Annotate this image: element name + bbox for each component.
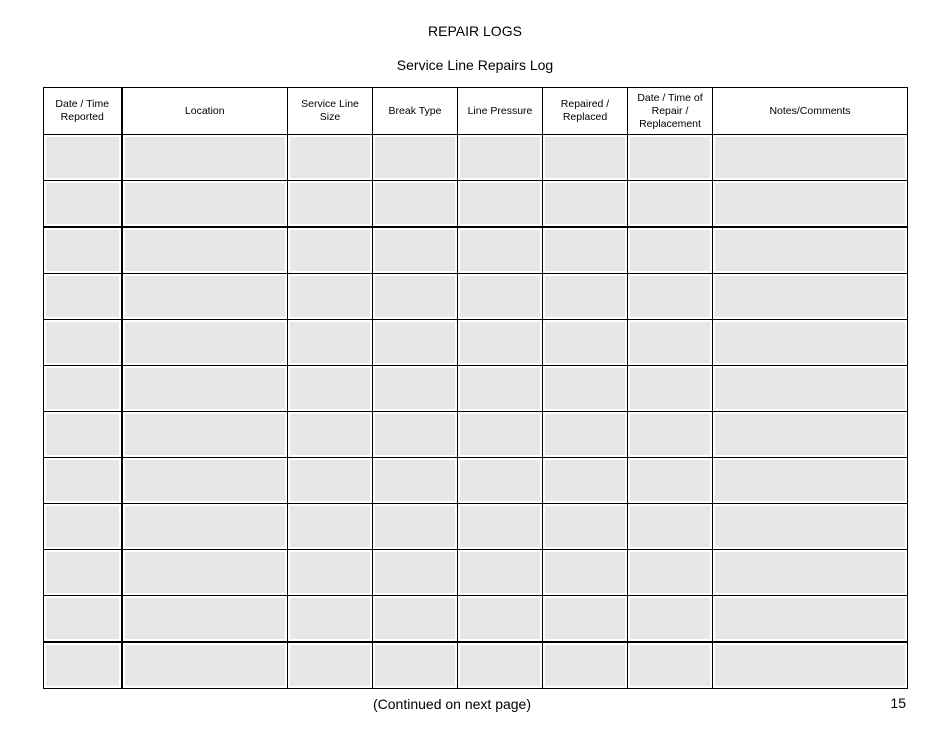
table-cell-break-type xyxy=(373,227,458,274)
table-cell-service-line-size xyxy=(288,366,373,412)
table-cell-date-time-of-repair xyxy=(628,412,713,458)
form-field-break-type[interactable] xyxy=(375,460,455,501)
form-field-notes-comments[interactable] xyxy=(715,322,905,363)
form-field-break-type[interactable] xyxy=(375,552,455,593)
form-field-break-type[interactable] xyxy=(375,414,455,455)
table-cell-repaired-replaced xyxy=(543,227,628,274)
form-field-date-time-of-repair[interactable] xyxy=(630,137,710,178)
form-field-service-line-size[interactable] xyxy=(290,183,370,224)
table-row xyxy=(44,366,908,412)
form-field-date-time-of-repair[interactable] xyxy=(630,368,710,409)
table-cell-repaired-replaced xyxy=(543,412,628,458)
table-cell-location xyxy=(122,274,288,320)
form-field-break-type[interactable] xyxy=(375,230,455,271)
table-cell-service-line-size xyxy=(288,320,373,366)
table-cell-line-pressure xyxy=(458,412,543,458)
column-header-repaired-replaced: Repaired / Replaced xyxy=(543,88,628,135)
table-cell-repaired-replaced xyxy=(543,504,628,550)
form-field-notes-comments[interactable] xyxy=(715,460,905,501)
column-header-break-type: Break Type xyxy=(373,88,458,135)
form-field-location[interactable] xyxy=(125,414,286,455)
column-header-location: Location xyxy=(122,88,288,135)
form-field-break-type[interactable] xyxy=(375,183,455,224)
form-field-break-type[interactable] xyxy=(375,137,455,178)
form-field-repaired-replaced[interactable] xyxy=(545,552,625,593)
table-cell-service-line-size xyxy=(288,274,373,320)
form-field-date-time-of-repair[interactable] xyxy=(630,322,710,363)
form-field-service-line-size[interactable] xyxy=(290,414,370,455)
form-field-location[interactable] xyxy=(125,598,286,639)
table-cell-date-time-reported xyxy=(44,550,122,596)
table-cell-notes-comments xyxy=(713,227,908,274)
form-field-notes-comments[interactable] xyxy=(715,276,905,317)
table-cell-service-line-size xyxy=(288,458,373,504)
table-cell-line-pressure xyxy=(458,596,543,643)
table-cell-date-time-of-repair xyxy=(628,366,713,412)
table-cell-service-line-size xyxy=(288,642,373,689)
table-cell-repaired-replaced xyxy=(543,366,628,412)
form-field-notes-comments[interactable] xyxy=(715,598,905,639)
form-field-notes-comments[interactable] xyxy=(715,183,905,224)
form-field-line-pressure[interactable] xyxy=(460,322,540,363)
column-header-line-pressure: Line Pressure xyxy=(458,88,543,135)
table-cell-location xyxy=(122,550,288,596)
form-field-date-time-reported[interactable] xyxy=(46,506,119,547)
form-field-line-pressure[interactable] xyxy=(460,645,540,686)
table-row xyxy=(44,181,908,228)
table-cell-break-type xyxy=(373,274,458,320)
table-cell-line-pressure xyxy=(458,320,543,366)
table-cell-notes-comments xyxy=(713,320,908,366)
table-cell-break-type xyxy=(373,596,458,643)
table-cell-service-line-size xyxy=(288,550,373,596)
form-field-date-time-of-repair[interactable] xyxy=(630,183,710,224)
form-field-repaired-replaced[interactable] xyxy=(545,322,625,363)
table-cell-date-time-of-repair xyxy=(628,181,713,228)
table-cell-line-pressure xyxy=(458,227,543,274)
table-cell-break-type xyxy=(373,181,458,228)
form-field-date-time-reported[interactable] xyxy=(46,552,119,593)
table-row xyxy=(44,227,908,274)
table-cell-service-line-size xyxy=(288,181,373,228)
form-field-service-line-size[interactable] xyxy=(290,322,370,363)
form-field-break-type[interactable] xyxy=(375,506,455,547)
table-cell-date-time-reported xyxy=(44,458,122,504)
table-cell-repaired-replaced xyxy=(543,550,628,596)
table-cell-repaired-replaced xyxy=(543,320,628,366)
table-cell-line-pressure xyxy=(458,642,543,689)
table-body xyxy=(44,135,908,689)
table-cell-break-type xyxy=(373,550,458,596)
table-cell-location xyxy=(122,320,288,366)
form-field-notes-comments[interactable] xyxy=(715,506,905,547)
table-cell-date-time-of-repair xyxy=(628,642,713,689)
table-row xyxy=(44,135,908,181)
form-field-date-time-reported[interactable] xyxy=(46,645,119,686)
table-cell-service-line-size xyxy=(288,135,373,181)
form-field-date-time-reported[interactable] xyxy=(46,460,119,501)
table-cell-notes-comments xyxy=(713,181,908,228)
table-cell-service-line-size xyxy=(288,412,373,458)
form-field-break-type[interactable] xyxy=(375,276,455,317)
table-cell-date-time-reported xyxy=(44,504,122,550)
table-cell-location xyxy=(122,181,288,228)
table-cell-line-pressure xyxy=(458,458,543,504)
table-cell-line-pressure xyxy=(458,504,543,550)
form-field-service-line-size[interactable] xyxy=(290,368,370,409)
table-cell-date-time-of-repair xyxy=(628,504,713,550)
table-cell-notes-comments xyxy=(713,274,908,320)
form-field-service-line-size[interactable] xyxy=(290,276,370,317)
table-cell-break-type xyxy=(373,412,458,458)
table-row xyxy=(44,596,908,643)
table-cell-break-type xyxy=(373,320,458,366)
table-cell-repaired-replaced xyxy=(543,596,628,643)
form-field-break-type[interactable] xyxy=(375,368,455,409)
form-field-service-line-size[interactable] xyxy=(290,645,370,686)
table-cell-repaired-replaced xyxy=(543,642,628,689)
table-cell-repaired-replaced xyxy=(543,181,628,228)
form-field-service-line-size[interactable] xyxy=(290,460,370,501)
table-cell-break-type xyxy=(373,504,458,550)
table-cell-line-pressure xyxy=(458,366,543,412)
form-field-notes-comments[interactable] xyxy=(715,230,905,271)
table-cell-location xyxy=(122,135,288,181)
column-header-notes-comments: Notes/Comments xyxy=(713,88,908,135)
form-field-location[interactable] xyxy=(125,552,286,593)
table-cell-date-time-reported xyxy=(44,412,122,458)
table-row xyxy=(44,458,908,504)
table-row xyxy=(44,642,908,689)
form-field-date-time-of-repair[interactable] xyxy=(630,506,710,547)
table-cell-break-type xyxy=(373,366,458,412)
form-field-location[interactable] xyxy=(125,460,286,501)
form-field-repaired-replaced[interactable] xyxy=(545,460,625,501)
form-field-date-time-of-repair[interactable] xyxy=(630,276,710,317)
form-field-line-pressure[interactable] xyxy=(460,183,540,224)
form-field-line-pressure[interactable] xyxy=(460,368,540,409)
form-field-repaired-replaced[interactable] xyxy=(545,276,625,317)
form-field-line-pressure[interactable] xyxy=(460,598,540,639)
form-field-location[interactable] xyxy=(125,137,286,178)
table-cell-date-time-of-repair xyxy=(628,274,713,320)
table-cell-notes-comments xyxy=(713,596,908,643)
form-field-repaired-replaced[interactable] xyxy=(545,598,625,639)
table-row xyxy=(44,504,908,550)
table-cell-date-time-reported xyxy=(44,642,122,689)
table-cell-break-type xyxy=(373,642,458,689)
form-field-line-pressure[interactable] xyxy=(460,230,540,271)
page-number: 15 xyxy=(890,695,906,711)
form-field-location[interactable] xyxy=(125,183,286,224)
form-field-location[interactable] xyxy=(125,645,286,686)
form-field-date-time-reported[interactable] xyxy=(46,368,119,409)
form-field-location[interactable] xyxy=(125,230,286,271)
table-cell-break-type xyxy=(373,135,458,181)
table-cell-notes-comments xyxy=(713,412,908,458)
table-cell-location xyxy=(122,227,288,274)
form-field-location[interactable] xyxy=(125,276,286,317)
column-header-service-line-size: Service Line Size xyxy=(288,88,373,135)
form-field-date-time-reported[interactable] xyxy=(46,230,119,271)
table-row xyxy=(44,274,908,320)
table-cell-location xyxy=(122,504,288,550)
page-subtitle: Service Line Repairs Log xyxy=(396,57,554,73)
form-field-repaired-replaced[interactable] xyxy=(545,183,625,224)
form-field-notes-comments[interactable] xyxy=(715,552,905,593)
table-header-row xyxy=(44,88,908,135)
table-cell-line-pressure xyxy=(458,274,543,320)
page-title: REPAIR LOGS xyxy=(428,23,522,39)
form-field-service-line-size[interactable] xyxy=(290,230,370,271)
continued-note: (Continued on next page) xyxy=(373,696,531,712)
column-header-date-time-reported: Date / Time Reported xyxy=(44,88,122,135)
form-field-break-type[interactable] xyxy=(375,645,455,686)
table-cell-location xyxy=(122,596,288,643)
form-field-date-time-of-repair[interactable] xyxy=(630,645,710,686)
form-field-service-line-size[interactable] xyxy=(290,598,370,639)
table-cell-break-type xyxy=(373,458,458,504)
form-field-date-time-of-repair[interactable] xyxy=(630,414,710,455)
table-cell-notes-comments xyxy=(713,366,908,412)
table-row xyxy=(44,412,908,458)
table-cell-date-time-reported xyxy=(44,227,122,274)
form-field-repaired-replaced[interactable] xyxy=(545,137,625,178)
table-cell-notes-comments xyxy=(713,504,908,550)
table-cell-date-time-of-repair xyxy=(628,227,713,274)
table-cell-line-pressure xyxy=(458,181,543,228)
table-cell-date-time-reported xyxy=(44,135,122,181)
table-cell-date-time-of-repair xyxy=(628,458,713,504)
form-field-date-time-reported[interactable] xyxy=(46,414,119,455)
table-cell-service-line-size xyxy=(288,596,373,643)
service-line-repairs-table xyxy=(43,87,908,689)
table-cell-date-time-reported xyxy=(44,596,122,643)
form-field-date-time-reported[interactable] xyxy=(46,276,119,317)
form-field-notes-comments[interactable] xyxy=(715,368,905,409)
table-cell-repaired-replaced xyxy=(543,458,628,504)
form-field-date-time-reported[interactable] xyxy=(46,183,119,224)
form-field-service-line-size[interactable] xyxy=(290,552,370,593)
table-cell-service-line-size xyxy=(288,504,373,550)
form-field-date-time-of-repair[interactable] xyxy=(630,598,710,639)
table-row xyxy=(44,320,908,366)
table-cell-date-time-of-repair xyxy=(628,596,713,643)
table-cell-location xyxy=(122,366,288,412)
table-cell-date-time-reported xyxy=(44,181,122,228)
table-cell-location xyxy=(122,642,288,689)
table-cell-location xyxy=(122,458,288,504)
form-field-repaired-replaced[interactable] xyxy=(545,506,625,547)
form-field-break-type[interactable] xyxy=(375,598,455,639)
form-field-repaired-replaced[interactable] xyxy=(545,414,625,455)
form-field-location[interactable] xyxy=(125,322,286,363)
form-field-date-time-reported[interactable] xyxy=(46,137,119,178)
table-cell-date-time-reported xyxy=(44,274,122,320)
table-cell-date-time-of-repair xyxy=(628,135,713,181)
table-cell-repaired-replaced xyxy=(543,274,628,320)
table-cell-date-time-reported xyxy=(44,366,122,412)
form-field-repaired-replaced[interactable] xyxy=(545,368,625,409)
form-field-line-pressure[interactable] xyxy=(460,276,540,317)
table-row xyxy=(44,550,908,596)
form-field-notes-comments[interactable] xyxy=(715,414,905,455)
form-field-location[interactable] xyxy=(125,506,286,547)
form-field-date-time-reported[interactable] xyxy=(46,322,119,363)
form-field-date-time-of-repair[interactable] xyxy=(630,230,710,271)
form-field-date-time-of-repair[interactable] xyxy=(630,460,710,501)
form-field-date-time-reported[interactable] xyxy=(46,598,119,639)
form-field-line-pressure[interactable] xyxy=(460,506,540,547)
form-field-break-type[interactable] xyxy=(375,322,455,363)
form-field-line-pressure[interactable] xyxy=(460,137,540,178)
table-cell-notes-comments xyxy=(713,135,908,181)
table-cell-date-time-reported xyxy=(44,320,122,366)
table-cell-date-time-of-repair xyxy=(628,550,713,596)
table-cell-notes-comments xyxy=(713,642,908,689)
table-cell-repaired-replaced xyxy=(543,135,628,181)
form-field-service-line-size[interactable] xyxy=(290,137,370,178)
form-field-location[interactable] xyxy=(125,368,286,409)
form-field-repaired-replaced[interactable] xyxy=(545,645,625,686)
form-field-repaired-replaced[interactable] xyxy=(545,230,625,271)
form-field-notes-comments[interactable] xyxy=(715,137,905,178)
table-cell-line-pressure xyxy=(458,550,543,596)
table-cell-notes-comments xyxy=(713,550,908,596)
form-field-notes-comments[interactable] xyxy=(715,645,905,686)
table-cell-notes-comments xyxy=(713,458,908,504)
form-field-line-pressure[interactable] xyxy=(460,552,540,593)
form-field-date-time-of-repair[interactable] xyxy=(630,552,710,593)
table-cell-date-time-of-repair xyxy=(628,320,713,366)
table-cell-location xyxy=(122,412,288,458)
table-cell-service-line-size xyxy=(288,227,373,274)
column-header-date-time-of-repair: Date / Time of Repair / Replacement xyxy=(628,88,713,135)
form-field-line-pressure[interactable] xyxy=(460,460,540,501)
form-field-service-line-size[interactable] xyxy=(290,506,370,547)
table-cell-line-pressure xyxy=(458,135,543,181)
form-field-line-pressure[interactable] xyxy=(460,414,540,455)
